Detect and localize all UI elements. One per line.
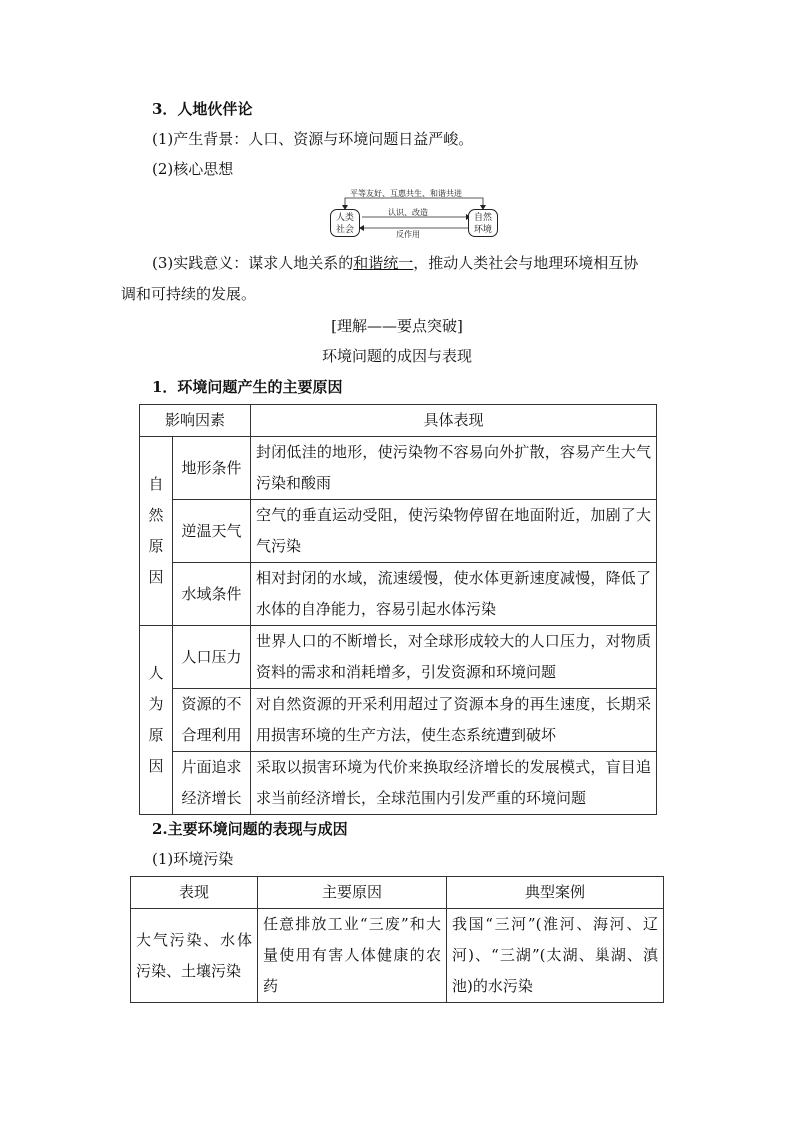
section-heading: 3．人地伙伴论 — [152, 100, 253, 118]
factor-cell: 地形条件 — [173, 437, 251, 500]
factor-cell: 逆温天气 — [173, 500, 251, 563]
human-society-node — [330, 209, 360, 237]
show-cell: 大气污染、水体污染、土壤污染 — [131, 909, 258, 1003]
detail-cell: 采取以损害环境为代价来换取经济增长的发展模式，盲目追求当前经济增长，全球范围内引发严重的环境问题 — [251, 752, 657, 815]
part1-heading: 1．环境问题产生的主要原因 — [152, 378, 343, 396]
diagram-bottom-label: 反作用 — [396, 230, 420, 239]
part2-sub: (1)环境污染 — [152, 850, 234, 868]
understand-subtitle: 环境问题的成因与表现 — [321, 347, 472, 365]
factor-cell: 片面追求经济增长 — [173, 752, 251, 815]
node-text: 自然 — [473, 213, 492, 223]
table-row — [140, 437, 657, 500]
detail-cell: 封闭低洼的地形，使污染物不容易向外扩散，容易产生大气污染和酸雨 — [251, 437, 657, 500]
natural-cause-label: 自 然 原 因 — [140, 437, 173, 626]
diagram-top-label: 平等友好、互惠共生、和谐共进 — [350, 189, 462, 198]
detail-cell: 空气的垂直运动受阻，使污染物停留在地面附近，加剧了大气污染 — [251, 500, 657, 563]
table-row — [140, 752, 657, 815]
table-row — [140, 563, 657, 626]
human-cause-label: 人 为 原 因 — [140, 626, 173, 815]
practice-prefix: (3)实践意义：谋求人地关系的 — [152, 254, 354, 272]
node-text: 环境 — [473, 225, 492, 235]
practice-suffix: ，推动人类社会与地理环境相互协 — [413, 254, 639, 272]
human-earth-diagram — [330, 186, 500, 240]
factor-cell: 人口压力 — [173, 626, 251, 689]
table-row — [140, 500, 657, 563]
part2-heading: 2.主要环境问题的表现与成因 — [152, 820, 348, 838]
background-text: (1)产生背景：人口、资源与环境问题日益严峻。 — [152, 130, 474, 148]
header-factor: 影响因素 — [140, 405, 251, 437]
causes-table — [139, 404, 657, 815]
detail-cell: 对自然资源的开采利用超过了资源本身的再生速度，长期采用损害环境的生产方法，使生态系统遭到破坏 — [251, 689, 657, 752]
core-title: (2)核心思想 — [152, 160, 234, 178]
node-text: 人类 — [335, 213, 354, 223]
practice-line2: 调和可持续的发展。 — [121, 285, 257, 303]
practice-text — [152, 252, 638, 273]
factor-cell: 水域条件 — [173, 563, 251, 626]
diagram-mid-label: 认识、改造 — [388, 208, 428, 217]
understand-title: [理解——要点突破] — [331, 317, 463, 335]
pollution-table — [130, 876, 664, 1003]
detail-cell: 相对封闭的水域，流速缓慢，使水体更新速度减慢，降低了水体的自净能力，容易引起水体污染 — [251, 563, 657, 626]
header-cause: 主要原因 — [258, 877, 447, 909]
node-text: 社会 — [335, 225, 354, 235]
factor-cell: 资源的不合理利用 — [173, 689, 251, 752]
detail-cell: 世界人口的不断增长，对全球形成较大的人口压力，对物质资料的需求和消耗增多，引发资源和环境问题 — [251, 626, 657, 689]
header-detail: 具体表现 — [251, 405, 657, 437]
table-row — [140, 689, 657, 752]
nature-node — [468, 209, 498, 237]
table-row — [131, 909, 664, 1003]
header-show: 表现 — [131, 877, 258, 909]
case-cell: 我国“三河”(淮河、海河、辽河)、“三湖”(太湖、巢湖、滇池)的水污染 — [447, 909, 664, 1003]
cause-cell: 任意排放工业“三废”和大量使用有害人体健康的农药 — [258, 909, 447, 1003]
header-case: 典型案例 — [447, 877, 664, 909]
table-row — [140, 626, 657, 689]
practice-underline: 和谐统一 — [353, 254, 414, 272]
